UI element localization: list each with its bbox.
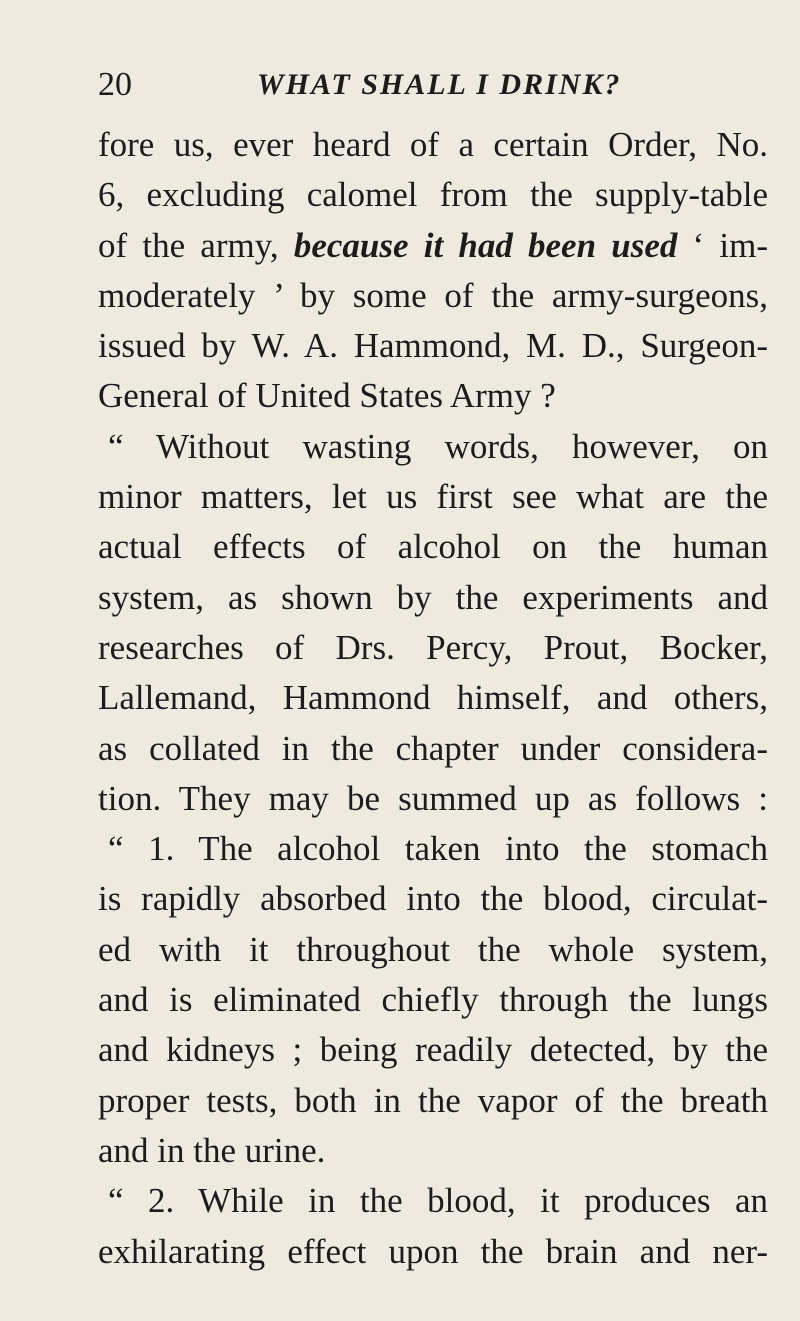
text-line: fore us, ever heard of a certain Order, No. (98, 125, 768, 164)
text-line: researches of Drs. Percy, Prout, Bocker, (98, 627, 768, 667)
running-title: WHAT SHALL I DRINK? (257, 68, 622, 101)
page-number: 20 (98, 66, 132, 103)
text-line: “ 1. The alcohol taken into the stomach (108, 829, 768, 869)
text-line: ed with it throughout the whole system, (98, 929, 768, 969)
text-line: issued by W. A. Hammond, M. D., Surgeon- (98, 326, 768, 366)
page-header (98, 60, 768, 110)
line-segment: of the army, (98, 225, 294, 265)
text-line: General of United States Army ? (98, 376, 556, 416)
text-line: “ Without wasting words, however, on (108, 426, 768, 466)
text-line: tion. They may be summed up as follows : (98, 778, 768, 818)
text-line: and is eliminated chiefly through the lungs (98, 980, 768, 1020)
text-line: system, as shown by the experiments and (98, 577, 768, 617)
text-line: “ 2. While in the blood, it produces an (108, 1181, 768, 1221)
text-line: as collated in the chapter under considera- (98, 728, 768, 768)
text-line: actual effects of alcohol on the human (98, 527, 768, 567)
text-line: is rapidly absorbed into the blood, circulat- (98, 879, 768, 919)
text-line: 6, excluding calomel from the supply-table (98, 175, 768, 215)
emphasized-phrase: because it had been used (293, 225, 678, 265)
text-line (98, 221, 768, 271)
text-line: and in the urine. (98, 1130, 326, 1170)
text-line: Lallemand, Hammond himself, and others, (98, 678, 768, 718)
text-line: proper tests, both in the vapor of the breath (98, 1080, 768, 1120)
body-text (98, 120, 768, 1277)
text-line: moderately ’ by some of the army-surgeons, (98, 275, 768, 315)
text-line: exhilarating effect upon the brain and ner- (98, 1231, 768, 1271)
text-line: minor matters, let us first see what are the (98, 477, 768, 517)
line-segment: ‘ im- (677, 225, 768, 265)
text-line: and kidneys ; being readily detected, by the (98, 1030, 768, 1070)
